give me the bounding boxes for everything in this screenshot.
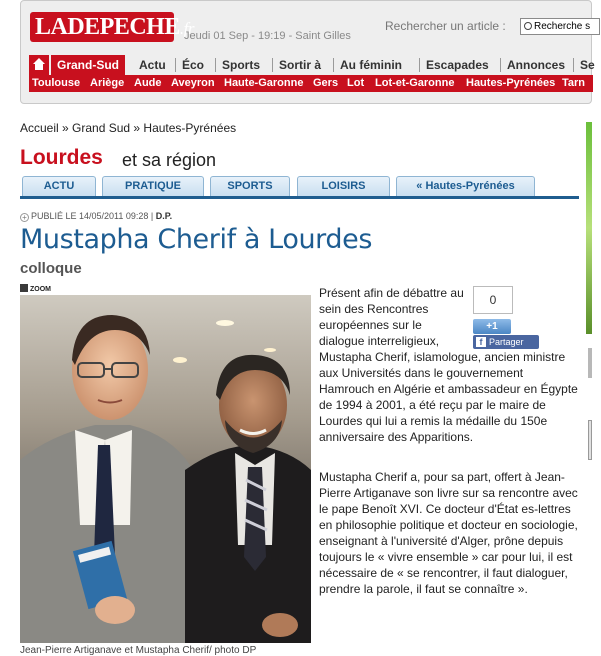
tabs-underline (20, 196, 579, 199)
article-photo[interactable] (20, 295, 311, 643)
zoom-icon (20, 284, 28, 292)
nav-item-actu[interactable]: Actu (139, 58, 166, 72)
nav-separator (333, 58, 334, 72)
side-widget-fragment (588, 420, 592, 460)
zoom-button[interactable]: ZOOM (20, 284, 51, 293)
tab-sports[interactable]: SPORTS (210, 176, 290, 196)
plusone-button[interactable]: +1 (473, 319, 511, 334)
tab-hautes-pyrenees[interactable]: « Hautes-Pyrénées (396, 176, 535, 196)
section-title[interactable]: Lourdes (20, 146, 103, 169)
tab-pratique[interactable]: PRATIQUE (102, 176, 204, 196)
side-ad-banner[interactable] (586, 122, 592, 334)
search-input[interactable]: Recherche s (520, 18, 600, 35)
tab-loisirs[interactable]: LOISIRS (297, 176, 390, 196)
sub-nav-ariege[interactable]: Ariège (90, 77, 125, 89)
sub-nav-lot[interactable]: Lot (347, 77, 365, 89)
article-meta: + PUBLIÉ LE 14/05/2011 09:28 | D.P. (20, 211, 172, 222)
sub-nav-aude[interactable]: Aude (134, 77, 162, 89)
nav-item-se[interactable]: Se (580, 58, 595, 72)
nav-separator (272, 58, 273, 72)
nav-separator (175, 58, 176, 72)
sub-nav-toulouse[interactable]: Toulouse (32, 77, 81, 89)
photo-illustration (20, 295, 311, 643)
breadcrumb[interactable]: Accueil » Grand Sud » Hautes-Pyrénées (20, 121, 237, 135)
article-title: Mustapha Cherif à Lourdes (20, 224, 373, 255)
section-subtitle: et sa région (122, 150, 217, 170)
nav-item-au-feminin[interactable]: Au féminin (340, 58, 402, 72)
nav-separator (573, 58, 574, 72)
sub-nav-gers[interactable]: Gers (313, 77, 339, 89)
search-icon (524, 22, 532, 30)
nav-separator (500, 58, 501, 72)
article-paragraph-1: Mustapha Cherif, islamologue, ancien ministre aux Universités dans le gouvernement Hamrouch en Algérie et ambassadeur en Égypte de 1994 à 2001, a été reçu par le maire de Lourdes qui lui a remis la médaille du 150e anniversaire des Apparitions. (319, 350, 578, 444)
article-paragraph-2: Mustapha Cherif a, pour sa part, offert à Jean-Pierre Artiganave son livre sur sa rencontre avec le pape Benoît XVI. Ce docteur d'État es-lettres en philosophie politique et docteur en sociologie, enseignant à l'université d'Alger, prône depuis toujours le « vivre ensemble » car pour lui, il est nécessaire de « se rencontrer, il faut dialoguer, prendre la parole, il faut se connaître ». (319, 470, 578, 596)
tab-actu[interactable]: ACTU (22, 176, 96, 196)
nav-item-escapades[interactable]: Escapades (426, 58, 489, 72)
section-tabs (20, 174, 579, 200)
expand-icon[interactable]: + (20, 213, 29, 222)
nav-item-sports[interactable]: Sports (222, 58, 261, 72)
sub-nav-aveyron[interactable]: Aveyron (171, 77, 215, 89)
dateline: Jeudi 01 Sep - 19:19 - Saint Gilles (184, 30, 351, 42)
main-nav (29, 55, 601, 75)
nav-item-grand-sud[interactable]: Grand-Sud (51, 55, 125, 75)
share-count: 0 (473, 286, 513, 314)
nav-item-annonces[interactable]: Annonces (507, 58, 566, 72)
search-label: Rechercher un article : (385, 19, 506, 33)
site-header (20, 0, 595, 104)
photo-caption: Jean-Pierre Artiganave et Mustapha Cherif/ photo DP (20, 645, 257, 656)
facebook-share-button[interactable]: f Partager (473, 335, 539, 349)
nav-separator (419, 58, 420, 72)
article-author: D.P. (155, 211, 173, 221)
nav-item-eco[interactable]: Éco (182, 58, 205, 72)
home-icon[interactable] (29, 55, 49, 75)
side-ad-fragment (588, 348, 592, 378)
sub-nav (29, 75, 593, 92)
site-logo[interactable]: LADEPECHE.fr (30, 12, 174, 42)
article-kicker: colloque (20, 260, 82, 277)
nav-item-sortir[interactable]: Sortir à (279, 58, 322, 72)
nav-separator (215, 58, 216, 72)
sub-nav-tarn[interactable]: Tarn (562, 77, 586, 89)
facebook-icon: f (476, 337, 486, 347)
sub-nav-hautes-pyrenees[interactable]: Hautes-Pyrénées (466, 77, 556, 89)
article-paragraph-1-intro: Présent afin de débattre au sein des Rencontres européennes sur le dialogue interreligieux, (319, 286, 464, 348)
sub-nav-lot-et-garonne[interactable]: Lot-et-Garonne (375, 77, 455, 89)
sub-nav-haute-garonne[interactable]: Haute-Garonne (224, 77, 304, 89)
